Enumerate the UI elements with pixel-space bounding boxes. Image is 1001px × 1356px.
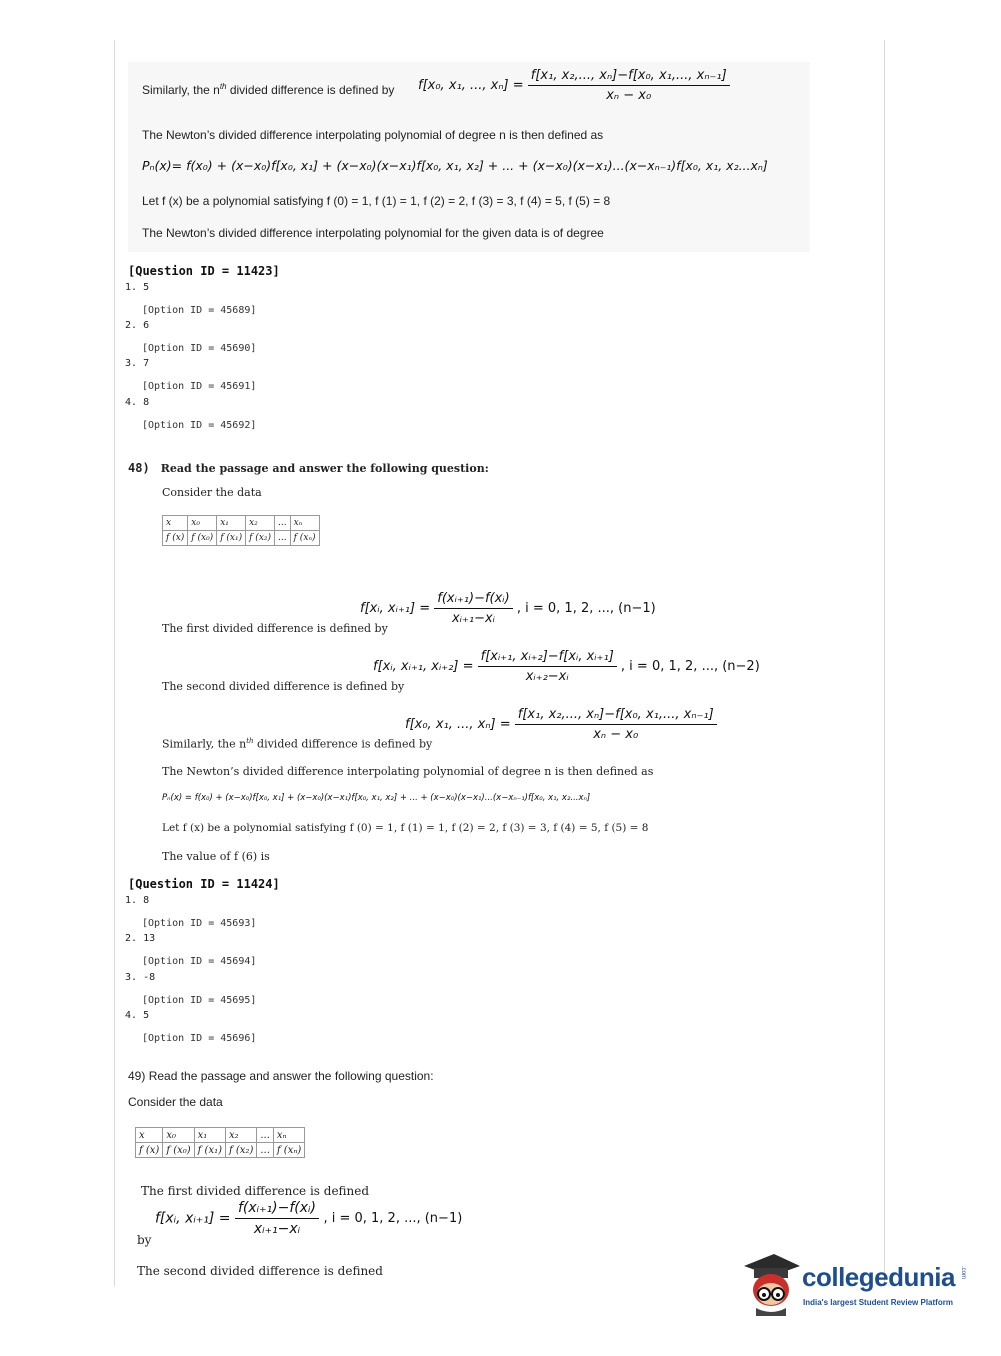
right-margin-rule [884, 40, 885, 1286]
option-item[interactable]: 4. 8 [125, 397, 150, 408]
table-row [163, 531, 320, 546]
option-item[interactable]: 3. 7 [125, 358, 150, 369]
option-item[interactable]: 2. 6 [125, 320, 150, 331]
table-cell: f (x) [163, 531, 188, 546]
table-row [136, 1128, 305, 1143]
question-text: The Newton’s divided difference interpolating polynomial for the given data is of degree [142, 226, 604, 240]
option-id: [Option ID = 45695] [142, 995, 257, 1006]
collegedunia-logo[interactable] [740, 1250, 970, 1320]
question-text: The value of f (6) is [162, 850, 270, 863]
data-table [162, 515, 320, 546]
nth-difference-label: Similarly, the $n^{th}$ divided difference is defined by [142, 82, 395, 97]
nth-difference-label: Similarly, the $n^{th}$ divided difference is defined by [162, 737, 433, 751]
question-48-heading: 48) Read the passage and answer the following question: [128, 461, 489, 475]
option-item[interactable]: 2. 13 [125, 933, 156, 944]
table-cell: x₂ [226, 1128, 257, 1143]
option-id: [Option ID = 45690] [142, 343, 257, 354]
consider-data-label: Consider the data [128, 1095, 223, 1109]
option-item[interactable]: 1. 5 [125, 282, 150, 293]
table-cell: f (xₙ) [290, 531, 319, 546]
table-cell: ... [275, 516, 291, 531]
option-id: [Option ID = 45691] [142, 381, 257, 392]
poly-intro: The Newton’s divided difference interpolating polynomial of degree n is then defined as [162, 765, 654, 778]
brand-tagline: India's largest Student Review Platform [803, 1298, 953, 1307]
second-difference-label: The second divided difference is defined by [162, 680, 405, 693]
first-difference-by: by [137, 1233, 152, 1247]
data-table [135, 1127, 305, 1158]
question-49-heading: 49) Read the passage and answer the following question: [128, 1069, 434, 1083]
table-cell: ... [257, 1128, 274, 1143]
option-id: [Option ID = 45693] [142, 918, 257, 929]
table-cell: x₂ [246, 516, 275, 531]
table-cell: x₁ [194, 1128, 225, 1143]
first-difference-label: The first divided difference is defined by [162, 622, 388, 635]
option-id: [Option ID = 45689] [142, 305, 257, 316]
table-cell: f (x) [136, 1143, 163, 1158]
table-cell: f (x₀) [188, 531, 217, 546]
table-cell: ... [275, 531, 291, 546]
table-cell: ... [257, 1143, 274, 1158]
table-cell: x₀ [188, 516, 217, 531]
option-id: [Option ID = 45694] [142, 956, 257, 967]
table-cell: x₀ [163, 1128, 194, 1143]
brand-com: .com [960, 1266, 966, 1280]
second-difference-label: The second divided difference is defined [137, 1264, 383, 1278]
table-cell: f (x₂) [226, 1143, 257, 1158]
option-item[interactable]: 3. -8 [125, 972, 156, 983]
first-difference-formula: f[xᵢ, xᵢ₊₁] = $\frac{\text{f(xᵢ₊₁)−f(xᵢ)}}{\text{xᵢ₊₁−xᵢ}}$ , i = 0, 1, 2, ..., (n−1) [155, 1200, 463, 1237]
table-cell: x [136, 1128, 163, 1143]
option-item[interactable]: 4. 5 [125, 1010, 150, 1021]
table-cell: f (x₀) [163, 1143, 194, 1158]
option-item[interactable]: 1. 8 [125, 895, 150, 906]
question-id: [Question ID = 11423] [128, 264, 280, 278]
table-row [163, 516, 320, 531]
table-row [136, 1143, 305, 1158]
poly-formula: Pₙ(x)= f(x₀) + (x−x₀)f[x₀, x₁] + (x−x₀)(x−x₁)f[x₀, x₁, x₂] + ... + (x−x₀)(x−x₁)...(x−xₙ₋₁)f[x₀, x₁, x₂...xₙ] [142, 158, 768, 173]
table-cell: f (x₁) [194, 1143, 225, 1158]
option-id: [Option ID = 45696] [142, 1033, 257, 1044]
left-margin-rule [114, 40, 115, 1286]
consider-data-label: Consider the data [162, 486, 262, 499]
table-cell: x₁ [217, 516, 246, 531]
poly-intro: The Newton’s divided difference interpolating polynomial of degree n is then defined as [142, 128, 604, 142]
table-cell: x [163, 516, 188, 531]
brand-name: collegedunia [802, 1262, 955, 1292]
table-cell: f (x₂) [246, 531, 275, 546]
first-difference-formula: f[xᵢ, xᵢ₊₁] = $\frac{\text{f(xᵢ₊₁)−f(xᵢ)}}{\text{xᵢ₊₁−xᵢ}}$ , i = 0, 1, 2, ..., (n−1) [360, 591, 656, 626]
table-cell: f (x₁) [217, 531, 246, 546]
question-id: [Question ID = 11424] [128, 877, 280, 891]
first-difference-label: The first divided difference is defined [141, 1184, 370, 1198]
mascot-icon [740, 1250, 802, 1318]
second-difference-formula: f[xᵢ, xᵢ₊₁, xᵢ₊₂] = $\frac{\text{f[xᵢ₊₁, xᵢ₊₂]−f[xᵢ, xᵢ₊₁]}}{\text{xᵢ₊₂−xᵢ}}$ , i = 0, 1, 2, ..., (n−2) [373, 649, 760, 684]
poly-formula: Pₙ(x) = f(x₀) + (x−x₀)f[x₀, x₁] + (x−x₀)(x−x₁)f[x₀, x₁, x₂] + ... + (x−x₀)(x−x₁)...(x−xₙ₋₁)f[x₀, x₁, x₂...xₙ] [162, 793, 591, 803]
nth-difference-formula: f[x₀, x₁, ..., xₙ] = $\frac{\text{f[x₁, x₂,..., xₙ]−f[x₀, x₁,..., xₙ₋₁]}}{\text{xₙ − x₀}}$ [418, 68, 730, 103]
nth-difference-formula: f[x₀, x₁, ..., xₙ] = $\frac{\text{f[x₁, x₂,..., xₙ]−f[x₀, x₁,..., xₙ₋₁]}}{\text{xₙ − x₀}}$ [405, 707, 717, 742]
table-cell: xₙ [290, 516, 319, 531]
let-statement: Let f (x) be a polynomial satisfying f (0) = 1, f (1) = 1, f (2) = 2, f (3) = 3, f (4) = 5, f (5) = 8 [162, 822, 649, 834]
let-statement: Let f (x) be a polynomial satisfying f (0) = 1, f (1) = 1, f (2) = 2, f (3) = 3, f (4) = 5, f (5) = 8 [142, 194, 611, 208]
table-cell: xₙ [273, 1128, 304, 1143]
table-cell: f (xₙ) [273, 1143, 304, 1158]
option-id: [Option ID = 45692] [142, 420, 257, 431]
